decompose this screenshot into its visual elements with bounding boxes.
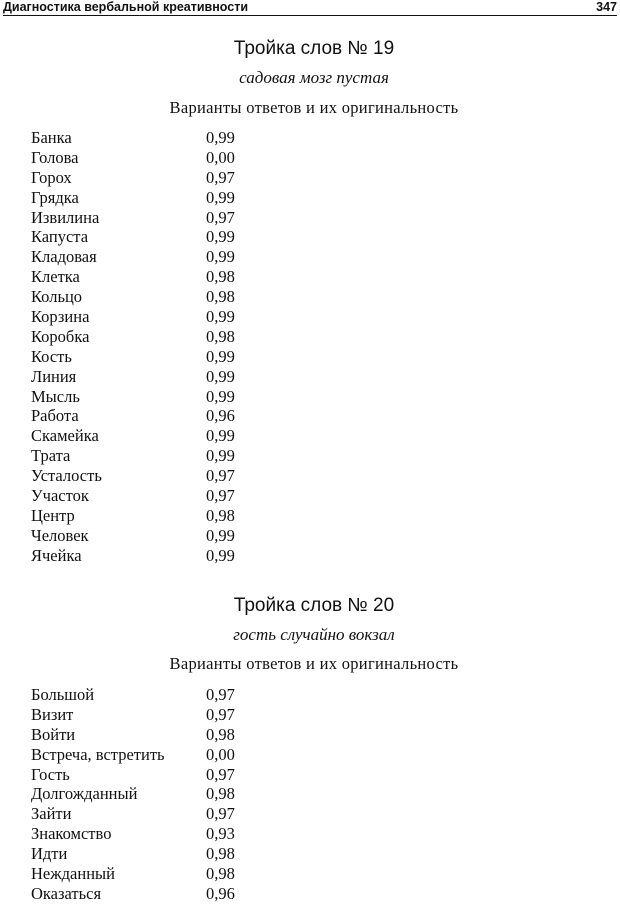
answer-word: Трата (31, 446, 71, 466)
answer-word: Грядка (31, 187, 79, 207)
answer-word: Знакомство (31, 824, 112, 844)
answer-word: Усталость (31, 466, 102, 486)
originality-score: 0,97 (206, 704, 235, 724)
originality-score: 0,99 (206, 247, 235, 267)
answer-word: Коробка (31, 326, 90, 346)
originality-score: 0,99 (206, 545, 235, 565)
originality-score: 0,97 (206, 466, 235, 486)
originality-score: 0,99 (206, 426, 235, 446)
header-rule (3, 15, 617, 16)
originality-score: 0,96 (206, 406, 235, 426)
originality-score: 0,97 (206, 207, 235, 227)
originality-score: 0,98 (206, 844, 235, 864)
originality-score: 0,00 (206, 147, 235, 167)
originality-score: 0,99 (206, 386, 235, 406)
answer-word: Клетка (31, 267, 80, 287)
originality-score: 0,98 (206, 326, 235, 346)
answer-word: Извилина (31, 207, 100, 227)
answer-word: Банка (31, 128, 72, 147)
answers-subheading: Варианты ответов и их оригинальность (169, 654, 459, 673)
originality-score: 0,99 (206, 446, 235, 466)
originality-score: 0,98 (206, 784, 235, 804)
answer-word: Участок (31, 486, 89, 506)
originality-score: 0,98 (206, 287, 235, 307)
stimulus-words: гость случайно вокзал (233, 625, 395, 644)
originality-score: 0,98 (206, 505, 235, 525)
answer-word: Человек (31, 525, 89, 545)
answer-word: Скамейка (31, 426, 99, 446)
answer-word: Ячейка (31, 545, 82, 565)
originality-score: 0,97 (206, 764, 235, 784)
answer-word: Голова (31, 147, 79, 167)
answer-word: Зайти (31, 804, 72, 824)
section-heading: Тройка слов № 19 (233, 38, 395, 59)
answer-word: Корзина (31, 307, 90, 327)
originality-score: 0,99 (206, 366, 235, 386)
originality-score: 0,93 (206, 824, 235, 844)
answer-word: Горох (31, 167, 72, 187)
answer-word: Визит (31, 704, 74, 724)
answer-word: Работа (31, 406, 79, 426)
originality-score: 0,99 (206, 346, 235, 366)
originality-score: 0,96 (206, 883, 235, 903)
answer-word: Линия (31, 366, 77, 386)
answer-word: Центр (31, 505, 75, 525)
section-triple-20 (0, 595, 620, 674)
answer-word: Нежданный (31, 864, 115, 884)
originality-score: 0,99 (206, 128, 235, 147)
answer-word: Кладовая (31, 247, 97, 267)
answer-word: Войти (31, 724, 76, 744)
originality-score: 0,98 (206, 724, 235, 744)
answer-word: Мысль (31, 386, 80, 406)
answer-word: Гость (31, 764, 70, 784)
originality-score: 0,98 (206, 864, 235, 884)
running-title: Диагностика вербальной креативности (3, 0, 249, 14)
answers-subheading: Варианты ответов и их оригинальность (169, 98, 459, 117)
originality-score: 0,97 (206, 167, 235, 187)
originality-score: 0,99 (206, 227, 235, 247)
originality-score: 0,98 (206, 267, 235, 287)
answer-word: Кость (31, 346, 72, 366)
answer-word: Капуста (31, 227, 89, 247)
originality-score: 0,99 (206, 187, 235, 207)
answer-word: Встреча, встретить (31, 744, 165, 764)
answer-word: Оказаться (31, 883, 102, 903)
stimulus-words: садовая мозг пустая (239, 68, 389, 87)
answer-word: Идти (31, 844, 68, 864)
section-heading: Тройка слов № 20 (233, 595, 395, 616)
running-header (3, 0, 617, 16)
originality-score: 0,99 (206, 525, 235, 545)
section-triple-19 (0, 38, 620, 118)
answer-word: Большой (31, 685, 95, 704)
originality-score: 0,97 (206, 804, 235, 824)
answer-word: Долгожданный (31, 784, 138, 804)
answer-word: Кольцо (31, 287, 83, 307)
originality-score: 0,99 (206, 307, 235, 327)
originality-score: 0,00 (206, 744, 235, 764)
originality-score: 0,97 (206, 685, 235, 704)
originality-score: 0,97 (206, 486, 235, 506)
page-number: 347 (596, 0, 617, 14)
